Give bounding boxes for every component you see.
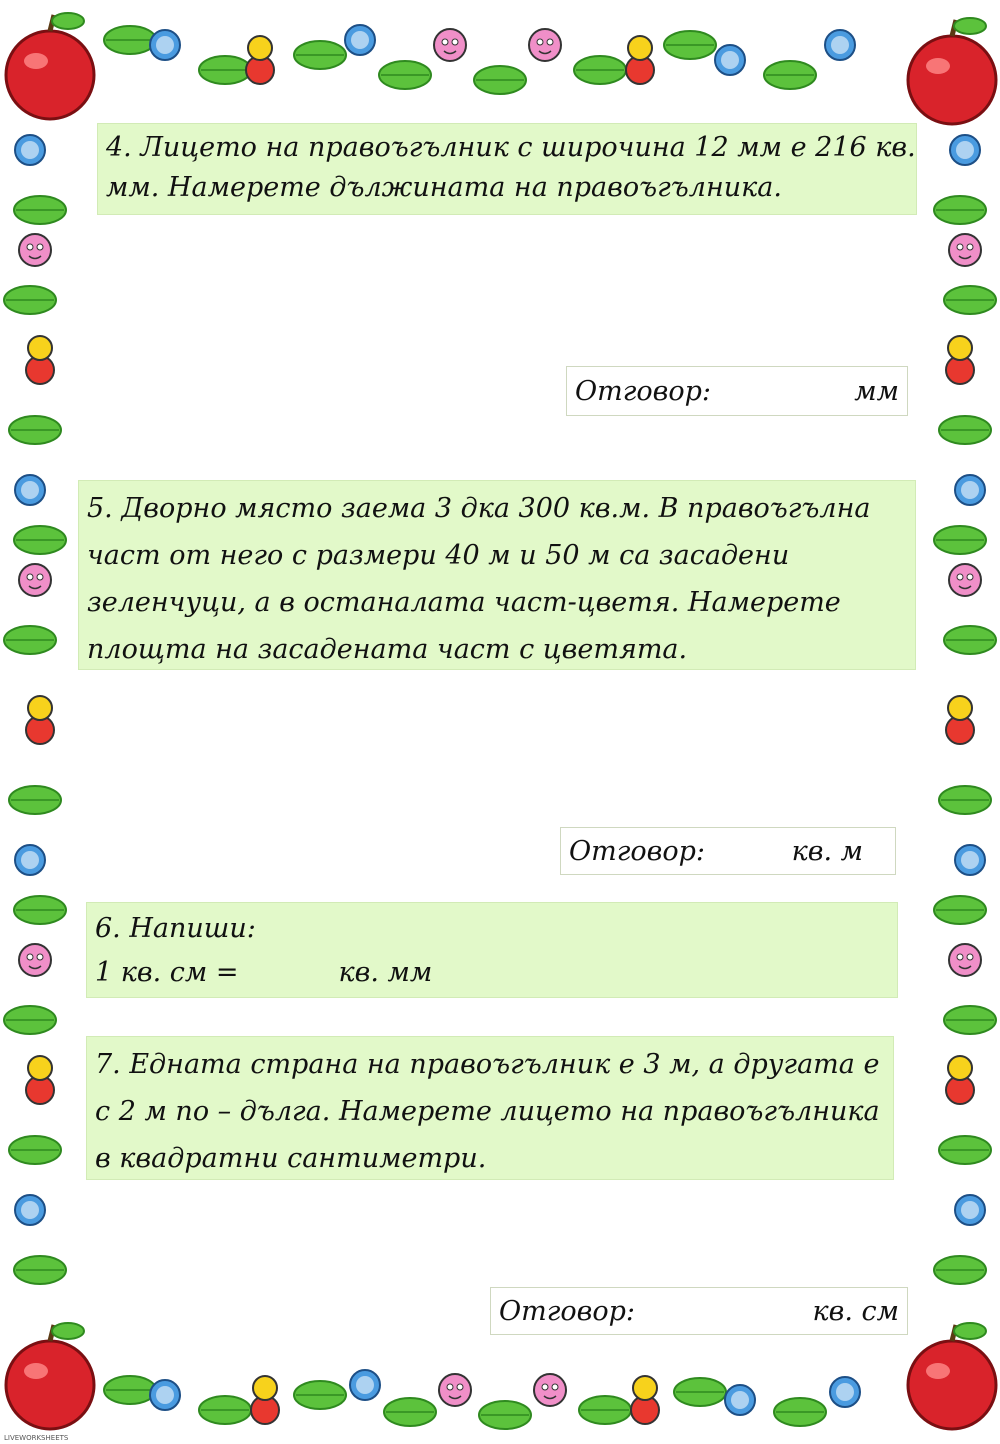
task-7-line: с 2 м по – дълга. Намерете лицето на правоъгълника — [95, 1096, 880, 1127]
task-5-line: зеленчуци, а в останалата част-цветя. Намерете — [87, 587, 841, 618]
task-5-box — [78, 480, 916, 670]
top-border — [104, 25, 855, 94]
answer-unit: мм — [854, 375, 899, 407]
task-4-line: мм. Намерете дължината на правоъгълника. — [106, 172, 782, 203]
answer-unit: кв. м — [791, 835, 863, 867]
task-6-title: 6. Напиши: — [95, 913, 256, 944]
bottom-border — [104, 1370, 860, 1429]
apple-icon — [6, 13, 94, 119]
task-7-box — [86, 1036, 894, 1180]
apple-icon — [6, 1323, 94, 1429]
answer-label: Отговор: — [575, 375, 711, 407]
apple-icon — [908, 18, 996, 124]
task-7-line: 7. Едната страна на правоъгълник е 3 м, а другата е — [95, 1049, 880, 1080]
task-5-line: 5. Дворно място заема 3 дка 300 кв.м. В правоъгълна — [87, 493, 871, 524]
task-4-box — [97, 123, 917, 215]
task-6-box — [86, 902, 898, 998]
task-7-answer-box[interactable] — [490, 1287, 908, 1335]
task-6-input[interactable] — [238, 951, 338, 995]
task-6-right: кв. мм — [338, 957, 433, 988]
answer-label: Отговор: — [499, 1295, 635, 1327]
answer-unit: кв. см — [812, 1295, 899, 1327]
task-7-line: в квадратни сантиметри. — [95, 1143, 487, 1174]
watermark: LIVEWORKSHEETS — [4, 1434, 69, 1442]
right-border — [934, 135, 996, 1284]
answer-label: Отговор: — [569, 835, 705, 867]
task-4-answer-box[interactable] — [566, 366, 908, 416]
task-6-left: 1 кв. см = — [95, 957, 239, 988]
task-5-line: част от него с размери 40 м и 50 м са засадени — [87, 540, 790, 571]
task-5-line: площта на засадената част с цветята. — [87, 634, 688, 665]
left-border — [4, 135, 66, 1284]
apple-icon — [908, 1323, 996, 1429]
task-4-line: 4. Лицето на правоъгълник с широчина 12 мм е 216 кв. — [106, 132, 916, 163]
task-5-answer-box[interactable] — [560, 827, 896, 875]
